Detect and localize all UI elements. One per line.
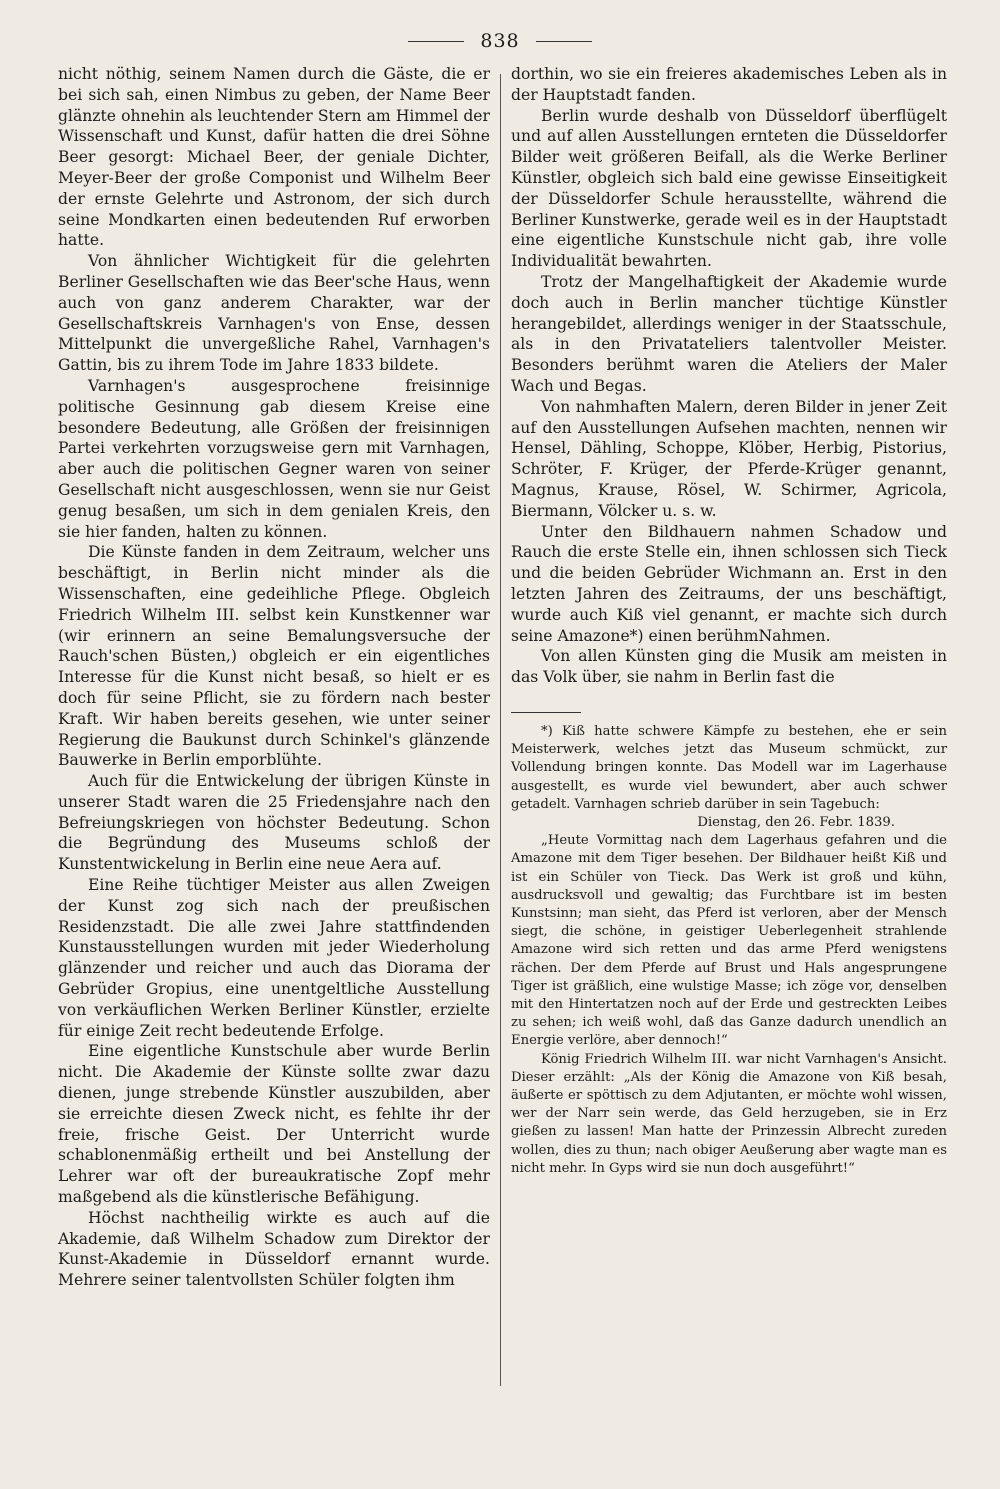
paragraph: Trotz der Mangelhaftigkeit der Akademie wurde doch auch in Berlin mancher tüchtige Künstler herangebildet, allerdings weniger in der Staatsschule, als in den Privatateliers talentvoller Meister. Besonders berühmt waren die Ateliers der Maler Wach und Begas. — [511, 272, 947, 395]
paragraph: Von allen Künsten ging die Musik am meisten in das Volk über, sie nahm in Berlin fast die — [511, 647, 947, 687]
header-rule-right — [536, 41, 592, 42]
paragraph: Die Künste fanden in dem Zeitraum, welcher uns beschäftigt, in Berlin nicht minder als die Wissenschaften, eine gedeihliche Pflege. Obgleich Friedrich Wilhelm III. selbst kein Kunstkenner war (wir erinnern an seine Bemalungsversuche der Rauch'schen Büsten,) obgleich er ein eigentliches Interesse für die Kunst nicht besaß, so hielt er es doch für seine Pflicht, sie zu fördern nach bester Kraft. Wir haben bereits gesehen, wie unter seiner Regierung die Baukunst durch Schinkel's glänzende Bauwerke in Berlin emporblühte. — [58, 543, 490, 770]
footnote — [511, 723, 947, 1178]
paragraph: Höchst nachtheilig wirkte es auch auf die Akademie, daß Wilhelm Schadow zum Direktor der Kunst-Akademie in Düsseldorf ernannt wurde. Mehrere seiner talentvollsten Schüler folgten ihm — [58, 1208, 490, 1290]
footnote-rule — [511, 712, 581, 713]
right-column — [511, 64, 947, 1178]
paragraph: dorthin, wo sie ein freieres akademisches Leben als in der Hauptstadt fanden. — [511, 65, 947, 104]
page-header — [0, 26, 1000, 56]
paragraph: Von nahmhaften Malern, deren Bilder in jener Zeit auf den Ausstellungen Aufsehen machten, nennen wir Hensel, Dähling, Schoppe, Klöber, Herbig, Pistorius, Schröter, F. Krüger, der Pferde-Krüger genannt, Magnus, Krause, Rösel, W. Schirmer, Agricola, Biermann, Völcker u. s. w. — [511, 397, 947, 520]
left-column — [58, 64, 490, 1291]
column-divider — [500, 74, 501, 1386]
page-number: 838 — [480, 30, 520, 52]
footnote-date: Dienstag, den 26. Febr. 1839. — [697, 814, 895, 830]
paragraph: Berlin wurde deshalb von Düsseldorf überflügelt und auf allen Ausstellungen ernteten die Düsseldorfer Bilder weit größeren Beifall, als die Werke Berliner Künstler, obgleich sich bald eine gewisse Einseitigkeit der Düsseldorfer Schule herausstellte, während die Berliner Kunstwerke, gerade weil es in der Hauptstadt eine eigentliche Kunstschule nicht gab, ihre volle Individualität bewahrten. — [511, 106, 947, 271]
paragraph: Eine eigentliche Kunstschule aber wurde Berlin nicht. Die Akademie der Künste sollte zwar dazu dienen, junge strebende Künstler auszubilden, aber sie erreichte diesen Zweck nicht, es fehlte ihr der freie, frische Geist. Der Unterricht wurde schablonenmäßig ertheilt und bei Anstellung der Lehrer war oft der bureaukratische Zopf mehr maßgebend als die künstlerische Befähigung. — [58, 1042, 490, 1207]
paragraph: Von ähnlicher Wichtigkeit für die gelehrten Berliner Gesellschaften wie das Beer'sche Haus, wenn auch von ganz anderem Charakter, war der Gesellschaftskreis Varnhagen's von Ense, dessen Mittelpunkt die unvergeßliche Rahel, Varnhagen's Gattin, bis zu ihrem Tode im Jahre 1833 bildete. — [58, 252, 490, 375]
footnote-intro: *) Kiß hatte schwere Kämpfe zu bestehen, ehe er sein Meisterwerk, welches jetzt das Museum schmückt, zur Vollendung bringen konnte. Das Modell war im Lagerhause ausgestellt, es wurde viel bewundert, aber auch schwer getadelt. Varnhagen schrieb darüber in sein Tagebuch: — [511, 723, 947, 812]
header-rule-left — [408, 41, 464, 42]
paragraph: Auch für die Entwickelung der übrigen Künste in unserer Stadt waren die 25 Friedensjahre nach den Befreiungskriegen von höchster Bedeutung. Schon die Begründung des Museums schloß der Kunstentwickelung in Berlin eine neue Aera auf. — [58, 772, 490, 874]
paragraph: nicht nöthig, seinem Namen durch die Gäste, die er bei sich sah, einen Nimbus zu geben, der Name Beer glänzte ohnehin als leuchtender Stern am Himmel der Wissenschaft und Kunst, dafür hatten die drei Söhne Beer gesorgt: Michael Beer, der geniale Dichter, Meyer-Beer der große Componist und Wilhelm Beer der ernste Gelehrte und Astronom, der sich durch seine Mondkarten einen bedeutenden Ruf erworben hatte. — [58, 65, 490, 250]
footnote-closing: König Friedrich Wilhelm III. war nicht Varnhagen's Ansicht. Dieser erzählt: „Als der König die Amazone von Kiß besah, äußerte er spöttisch zu dem Adjutanten, er möchte wohl wissen, wer der Narr sein werde, das Geld herzugeben, sie in Erz gießen zu lassen! Man hatte der Prinzessin Albrecht zureden wollen, dies zu thun; nach obiger Aeußerung aber wagte man es nicht mehr. In Gyps wird sie nun doch ausgeführt!“ — [511, 1051, 947, 1176]
paragraph: Unter den Bildhauern nahmen Schadow und Rauch die erste Stelle ein, ihnen schlossen sich Tieck und die beiden Gebrüder Wichmann an. Erst in den letzten Jahren des Zeitraums, der uns beschäftigt, wurde auch Kiß viel genannt, er machte sich durch seine Amazone*) einen berühmNahmen. — [511, 522, 947, 645]
paragraph: Eine Reihe tüchtiger Meister aus allen Zweigen der Kunst zog sich nach der preußischen Residenzstadt. Die alle zwei Jahre stattfindenden Kunstausstellungen wurden mit jeder Wiederholung glänzender und reicher und auch das Diorama der Gebrüder Gropius, eine unentgeltliche Ausstellung von verkäuflichen Werken Berliner Künstler, erzielte für einige Zeit recht bedeutende Erfolge. — [58, 876, 490, 1040]
paragraph: Varnhagen's ausgesprochene freisinnige politische Gesinnung gab diesem Kreise eine besondere Bedeutung, alle Größen der freisinnigen Partei verkehrten vorzugsweise gern mit Varnhagen, aber auch die politischen Gegner waren von seiner Gesellschaft nicht ausgeschlossen, wenn sie nur Geist genug besaßen, um sich in dem genialen Kreis, den sie hier fanden, halten zu können. — [58, 376, 490, 541]
footnote-quote: „Heute Vormittag nach dem Lagerhaus gefahren und die Amazone mit dem Tiger besehen. Der Bildhauer heißt Kiß und ist ein Schüler von Tieck. Das Werk ist groß und kühn, ausdrucksvoll und gewaltig; das Furchtbare ist im besten Kunstsinn; man sieht, das Pferd ist verloren, aber der Mensch siegt, die schöne, in geistiger Ueberlegenheit strahlende Amazone wird sich retten und das arme Pferd wenigstens rächen. Der dem Pferde auf Brust und Hals angesprungene Tiger ist gräßlich, eine wulstige Masse; ich zöge vor, denselben mit den Hintertatzen noch auf der Erde und gestreckten Leibes zu sehen; ich weiß wohl, daß das Ganze dadurch unendlich an Energie verlöre, aber dennoch!“ — [511, 833, 947, 1049]
